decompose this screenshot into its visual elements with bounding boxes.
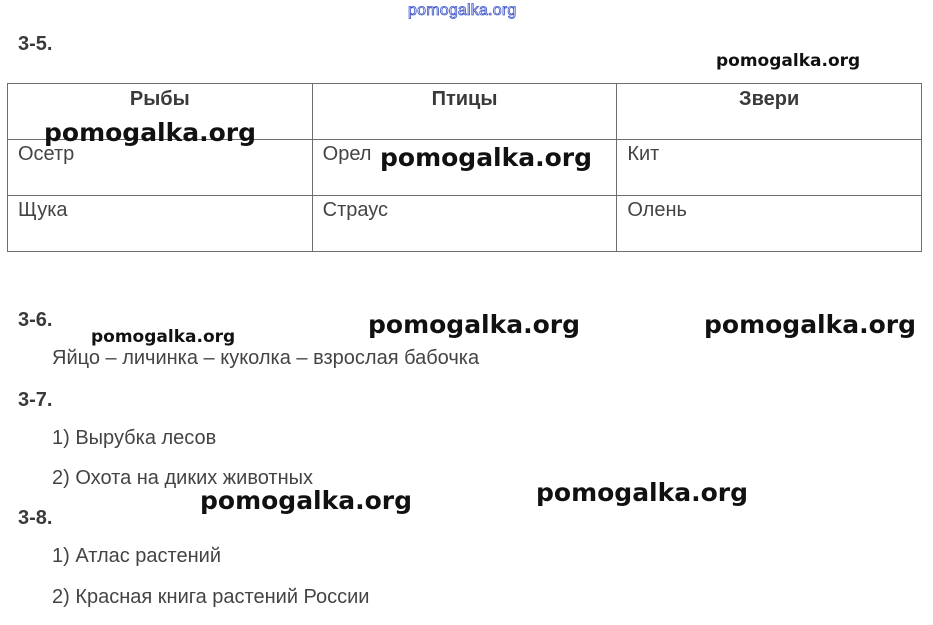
watermark: pomogalka.org: [704, 310, 917, 339]
table-cell: Орел: [312, 140, 617, 196]
answer-line: Яйцо – личинка – куколка – взрослая бабочка: [52, 347, 480, 369]
table-cell: Кит: [617, 140, 922, 196]
answer-line: 1) Вырубка лесов: [52, 427, 217, 449]
table-header-birds: Птицы: [312, 84, 617, 140]
watermark: pomogalka.org: [44, 118, 257, 147]
table-header-fish: Рыбы: [8, 84, 313, 140]
table-cell: Осетр: [8, 140, 313, 196]
watermark: pomogalka.org: [200, 486, 413, 515]
section-heading-3-6: 3-6.: [18, 309, 53, 331]
watermark: pomogalka.org: [91, 327, 236, 347]
section-heading-3-8: 3-8.: [18, 507, 53, 529]
answer-line: 2) Красная книга растений России: [52, 586, 370, 608]
watermark: pomogalka.org: [380, 143, 593, 172]
section-heading-3-7: 3-7.: [18, 389, 53, 411]
table-cell: Щука: [8, 196, 313, 252]
table-row: [8, 196, 922, 252]
section-heading-3-5: 3-5.: [18, 33, 53, 55]
table-cell: Олень: [617, 196, 922, 252]
watermark: pomogalka.org: [536, 478, 749, 507]
table-header-beasts: Звери: [617, 84, 922, 140]
site-watermark: pomogalka.org: [408, 2, 517, 19]
table-cell: Страус: [312, 196, 617, 252]
watermark: pomogalka.org: [368, 310, 581, 339]
watermark: pomogalka.org: [716, 51, 861, 71]
answer-line: 1) Атлас растений: [52, 545, 222, 567]
answer-line: 2) Охота на диких животных: [52, 467, 314, 489]
